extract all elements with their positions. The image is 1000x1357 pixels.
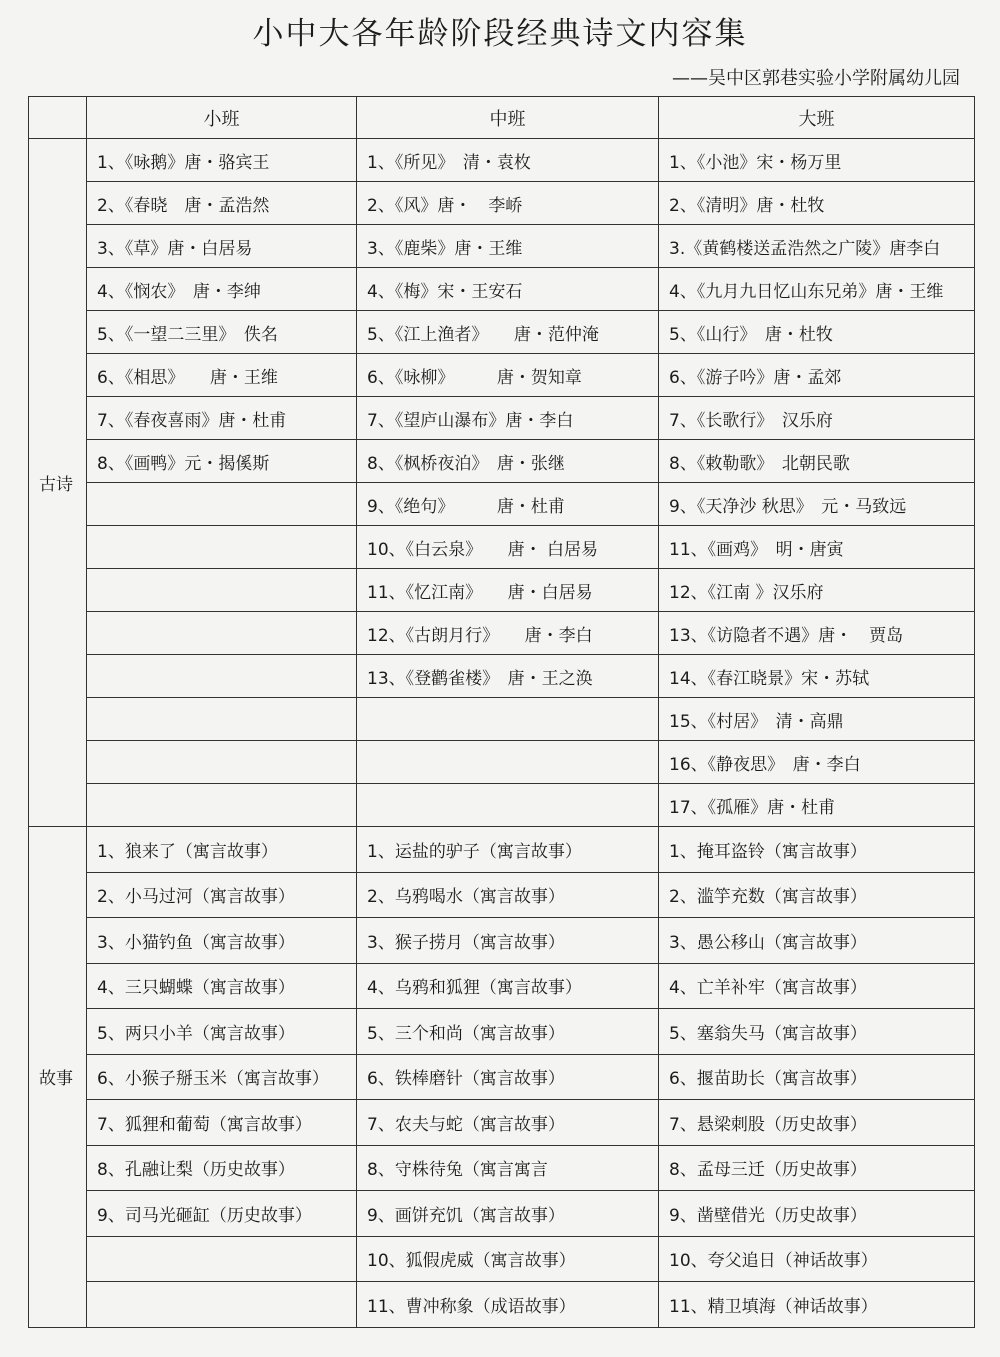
large-class-cell: 7、悬梁刺股（历史故事） [659,1100,975,1146]
middle-class-cell: 12、《古朗月行》 唐・李白 [357,612,659,655]
middle-class-cell: 7、《望庐山瀑布》唐・李白 [357,397,659,440]
small-class-cell: 2、小马过河（寓言故事） [87,872,357,918]
story-row [29,1191,975,1237]
category-poems: 古诗 [29,139,87,827]
large-class-cell: 4、亡羊补牢（寓言故事） [659,963,975,1009]
poem-row [29,741,975,784]
poem-row [29,569,975,612]
small-class-cell [87,784,357,827]
middle-class-cell: 9、画饼充饥（寓言故事） [357,1191,659,1237]
large-class-cell: 6、揠苗助长（寓言故事） [659,1054,975,1100]
poem-row [29,784,975,827]
large-class-cell: 1、《小池》宋・杨万里 [659,139,975,182]
middle-class-cell: 4、乌鸦和狐狸（寓言故事） [357,963,659,1009]
large-class-cell: 17、《孤雁》唐・杜甫 [659,784,975,827]
poem-row [29,698,975,741]
header-blank [29,97,87,139]
large-class-cell: 9、凿壁借光（历史故事） [659,1191,975,1237]
middle-class-cell: 5、《江上渔者》 唐・范仲淹 [357,311,659,354]
middle-class-cell [357,698,659,741]
large-class-cell: 12、《江南 》汉乐府 [659,569,975,612]
middle-class-cell: 3、《鹿柴》唐・王维 [357,225,659,268]
story-row [29,1282,975,1328]
large-class-cell: 6、《游子吟》唐・孟郊 [659,354,975,397]
large-class-cell: 15、《村居》 清・高鼎 [659,698,975,741]
poem-row [29,483,975,526]
small-class-cell: 4、《悯农》 唐・李绅 [87,268,357,311]
header-large-class: 大班 [659,97,975,139]
poem-row [29,612,975,655]
middle-class-cell: 8、《枫桥夜泊》 唐・张继 [357,440,659,483]
middle-class-cell: 5、三个和尚（寓言故事） [357,1009,659,1055]
page-subtitle: ——吴中区郭巷实验小学附属幼儿园 [672,68,960,89]
small-class-cell [87,526,357,569]
small-class-cell [87,741,357,784]
poem-row [29,655,975,698]
small-class-cell: 1、狼来了（寓言故事） [87,827,357,873]
page-title: 小中大各年龄阶段经典诗文内容集 [252,16,748,52]
small-class-cell [87,483,357,526]
poem-row [29,182,975,225]
small-class-cell [87,1282,357,1328]
middle-class-cell: 11、《忆江南》 唐・白居易 [357,569,659,612]
middle-class-cell: 10、《白云泉》 唐・ 白居易 [357,526,659,569]
small-class-cell: 3、《草》唐・白居易 [87,225,357,268]
large-class-cell: 13、《访隐者不遇》唐・ 贾岛 [659,612,975,655]
large-class-cell: 14、《春江晓景》宋・苏轼 [659,655,975,698]
middle-class-cell: 7、农夫与蛇（寓言故事） [357,1100,659,1146]
small-class-cell: 1、《咏鹅》唐・骆宾王 [87,139,357,182]
small-class-cell: 5、《一望二三里》 佚名 [87,311,357,354]
large-class-cell: 8、孟母三迁（历史故事） [659,1145,975,1191]
large-class-cell: 2、《清明》唐・杜牧 [659,182,975,225]
small-class-cell [87,612,357,655]
header-middle-class: 中班 [357,97,659,139]
small-class-cell: 8、孔融让梨（历史故事） [87,1145,357,1191]
large-class-cell: 2、滥竽充数（寓言故事） [659,872,975,918]
middle-class-cell: 2、乌鸦喝水（寓言故事） [357,872,659,918]
large-class-cell: 16、《静夜思》 唐・李白 [659,741,975,784]
story-row [29,872,975,918]
small-class-cell: 5、两只小羊（寓言故事） [87,1009,357,1055]
large-class-cell: 10、夸父追日（神话故事） [659,1236,975,1282]
small-class-cell: 2、《春晓 唐・孟浩然 [87,182,357,225]
story-row [29,1100,975,1146]
middle-class-cell: 6、铁棒磨针（寓言故事） [357,1054,659,1100]
middle-class-cell [357,784,659,827]
middle-class-cell: 9、《绝句》 唐・杜甫 [357,483,659,526]
small-class-cell [87,569,357,612]
story-row [29,1009,975,1055]
middle-class-cell: 8、守株待兔（寓言寓言 [357,1145,659,1191]
middle-class-cell: 10、狐假虎威（寓言故事） [357,1236,659,1282]
small-class-cell [87,1236,357,1282]
small-class-cell: 3、小猫钓鱼（寓言故事） [87,918,357,964]
poem-row [29,354,975,397]
story-row [29,1236,975,1282]
large-class-cell: 9、《天净沙 秋思》 元・马致远 [659,483,975,526]
poem-row [29,139,975,182]
story-row [29,963,975,1009]
large-class-cell: 11、《画鸡》 明・唐寅 [659,526,975,569]
middle-class-cell: 4、《梅》宋・王安石 [357,268,659,311]
middle-class-cell: 13、《登鹳雀楼》 唐・王之涣 [357,655,659,698]
large-class-cell: 11、精卫填海（神话故事） [659,1282,975,1328]
content-table [28,96,975,1328]
poem-row [29,311,975,354]
poem-row [29,225,975,268]
middle-class-cell: 2、《风》唐・ 李峤 [357,182,659,225]
large-class-cell: 3.《黄鹤楼送孟浩然之广陵》唐李白 [659,225,975,268]
small-class-cell [87,655,357,698]
middle-class-cell: 3、猴子捞月（寓言故事） [357,918,659,964]
middle-class-cell [357,741,659,784]
middle-class-cell: 11、曹冲称象（成语故事） [357,1282,659,1328]
large-class-cell: 5、塞翁失马（寓言故事） [659,1009,975,1055]
middle-class-cell: 1、《所见》 清・袁枚 [357,139,659,182]
small-class-cell: 6、小猴子掰玉米（寓言故事） [87,1054,357,1100]
large-class-cell: 7、《长歌行》 汉乐府 [659,397,975,440]
large-class-cell: 8、《敕勒歌》 北朝民歌 [659,440,975,483]
large-class-cell: 4、《九月九日忆山东兄弟》唐・王维 [659,268,975,311]
poem-row [29,268,975,311]
story-row [29,827,975,873]
small-class-cell: 9、司马光砸缸（历史故事） [87,1191,357,1237]
small-class-cell: 4、三只蝴蝶（寓言故事） [87,963,357,1009]
small-class-cell [87,698,357,741]
poem-row [29,440,975,483]
poem-row [29,526,975,569]
header-row [29,97,975,139]
story-row [29,918,975,964]
large-class-cell: 3、愚公移山（寓言故事） [659,918,975,964]
large-class-cell: 5、《山行》 唐・杜牧 [659,311,975,354]
story-row [29,1054,975,1100]
category-stories: 故事 [29,827,87,1328]
middle-class-cell: 6、《咏柳》 唐・贺知章 [357,354,659,397]
poem-row [29,397,975,440]
small-class-cell: 8、《画鸭》元・揭傒斯 [87,440,357,483]
header-small-class: 小班 [87,97,357,139]
small-class-cell: 7、《春夜喜雨》唐・杜甫 [87,397,357,440]
small-class-cell: 7、狐狸和葡萄（寓言故事） [87,1100,357,1146]
middle-class-cell: 1、运盐的驴子（寓言故事） [357,827,659,873]
small-class-cell: 6、《相思》 唐・王维 [87,354,357,397]
story-row [29,1145,975,1191]
large-class-cell: 1、掩耳盗铃（寓言故事） [659,827,975,873]
